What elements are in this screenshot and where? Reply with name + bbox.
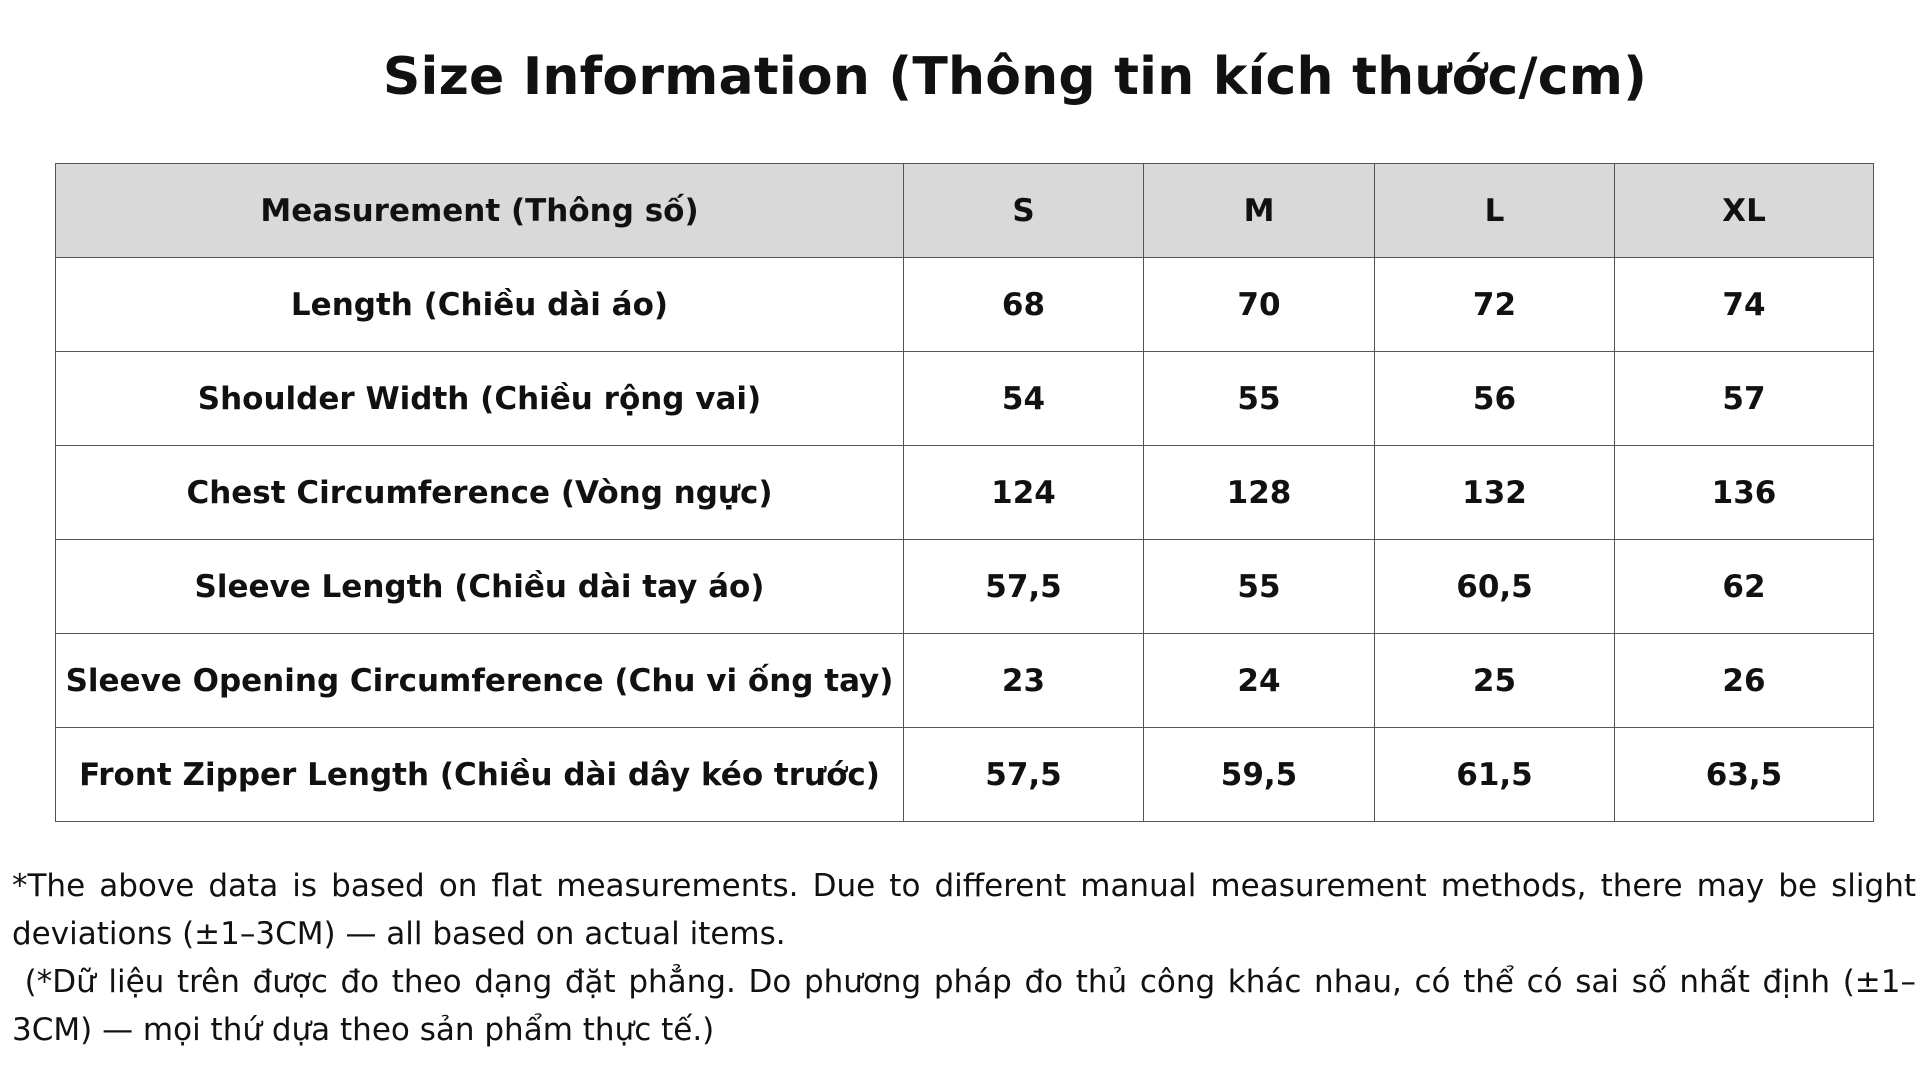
table-row bbox=[56, 540, 1874, 634]
cell-value: 57 bbox=[1615, 352, 1874, 446]
cell-value: 124 bbox=[904, 446, 1144, 540]
row-label-sleeve-opening: Sleeve Opening Circumference (Chu vi ống tay) bbox=[56, 634, 904, 728]
header-measurement: Measurement (Thông số) bbox=[56, 164, 904, 258]
cell-value: 59,5 bbox=[1144, 728, 1375, 822]
size-chart-table bbox=[55, 163, 1874, 822]
cell-value: 57,5 bbox=[904, 728, 1144, 822]
cell-value: 74 bbox=[1615, 258, 1874, 352]
cell-value: 57,5 bbox=[904, 540, 1144, 634]
row-label-chest-circumference: Chest Circumference (Vòng ngực) bbox=[56, 446, 904, 540]
cell-value: 60,5 bbox=[1375, 540, 1615, 634]
table-row bbox=[56, 258, 1874, 352]
cell-value: 25 bbox=[1375, 634, 1615, 728]
table-row bbox=[56, 352, 1874, 446]
cell-value: 55 bbox=[1144, 352, 1375, 446]
page-title: Size Information (Thông tin kích thước/cm) bbox=[382, 47, 1648, 107]
cell-value: 26 bbox=[1615, 634, 1874, 728]
cell-value: 24 bbox=[1144, 634, 1375, 728]
cell-value: 72 bbox=[1375, 258, 1615, 352]
header-size-m: M bbox=[1144, 164, 1375, 258]
cell-value: 55 bbox=[1144, 540, 1375, 634]
cell-value: 136 bbox=[1615, 446, 1874, 540]
measurement-note bbox=[12, 862, 1916, 1054]
cell-value: 132 bbox=[1375, 446, 1615, 540]
note-vietnamese: (*Dữ liệu trên được đo theo dạng đặt phẳng. Do phương pháp đo thủ công khác nhau, có thể có sai số nhất định (±1–3CM) — mọi thứ dựa theo sản phẩm thực tế.) bbox=[12, 964, 1917, 1048]
row-label-length: Length (Chiều dài áo) bbox=[56, 258, 904, 352]
row-label-sleeve-length: Sleeve Length (Chiều dài tay áo) bbox=[56, 540, 904, 634]
row-label-front-zipper-length: Front Zipper Length (Chiều dài dây kéo trước) bbox=[56, 728, 904, 822]
cell-value: 23 bbox=[904, 634, 1144, 728]
note-english: *The above data is based on flat measurements. Due to different manual measurement methods, there may be slight deviations (±1–3CM) — all based on actual items. bbox=[12, 868, 1916, 952]
header-size-s: S bbox=[904, 164, 1144, 258]
table-header-row bbox=[56, 164, 1874, 258]
table-row bbox=[56, 446, 1874, 540]
row-label-shoulder-width: Shoulder Width (Chiều rộng vai) bbox=[56, 352, 904, 446]
cell-value: 54 bbox=[904, 352, 1144, 446]
table-row bbox=[56, 634, 1874, 728]
cell-value: 63,5 bbox=[1615, 728, 1874, 822]
cell-value: 62 bbox=[1615, 540, 1874, 634]
header-size-l: L bbox=[1375, 164, 1615, 258]
table-row bbox=[56, 728, 1874, 822]
cell-value: 70 bbox=[1144, 258, 1375, 352]
cell-value: 68 bbox=[904, 258, 1144, 352]
cell-value: 56 bbox=[1375, 352, 1615, 446]
header-size-xl: XL bbox=[1615, 164, 1874, 258]
cell-value: 61,5 bbox=[1375, 728, 1615, 822]
cell-value: 128 bbox=[1144, 446, 1375, 540]
